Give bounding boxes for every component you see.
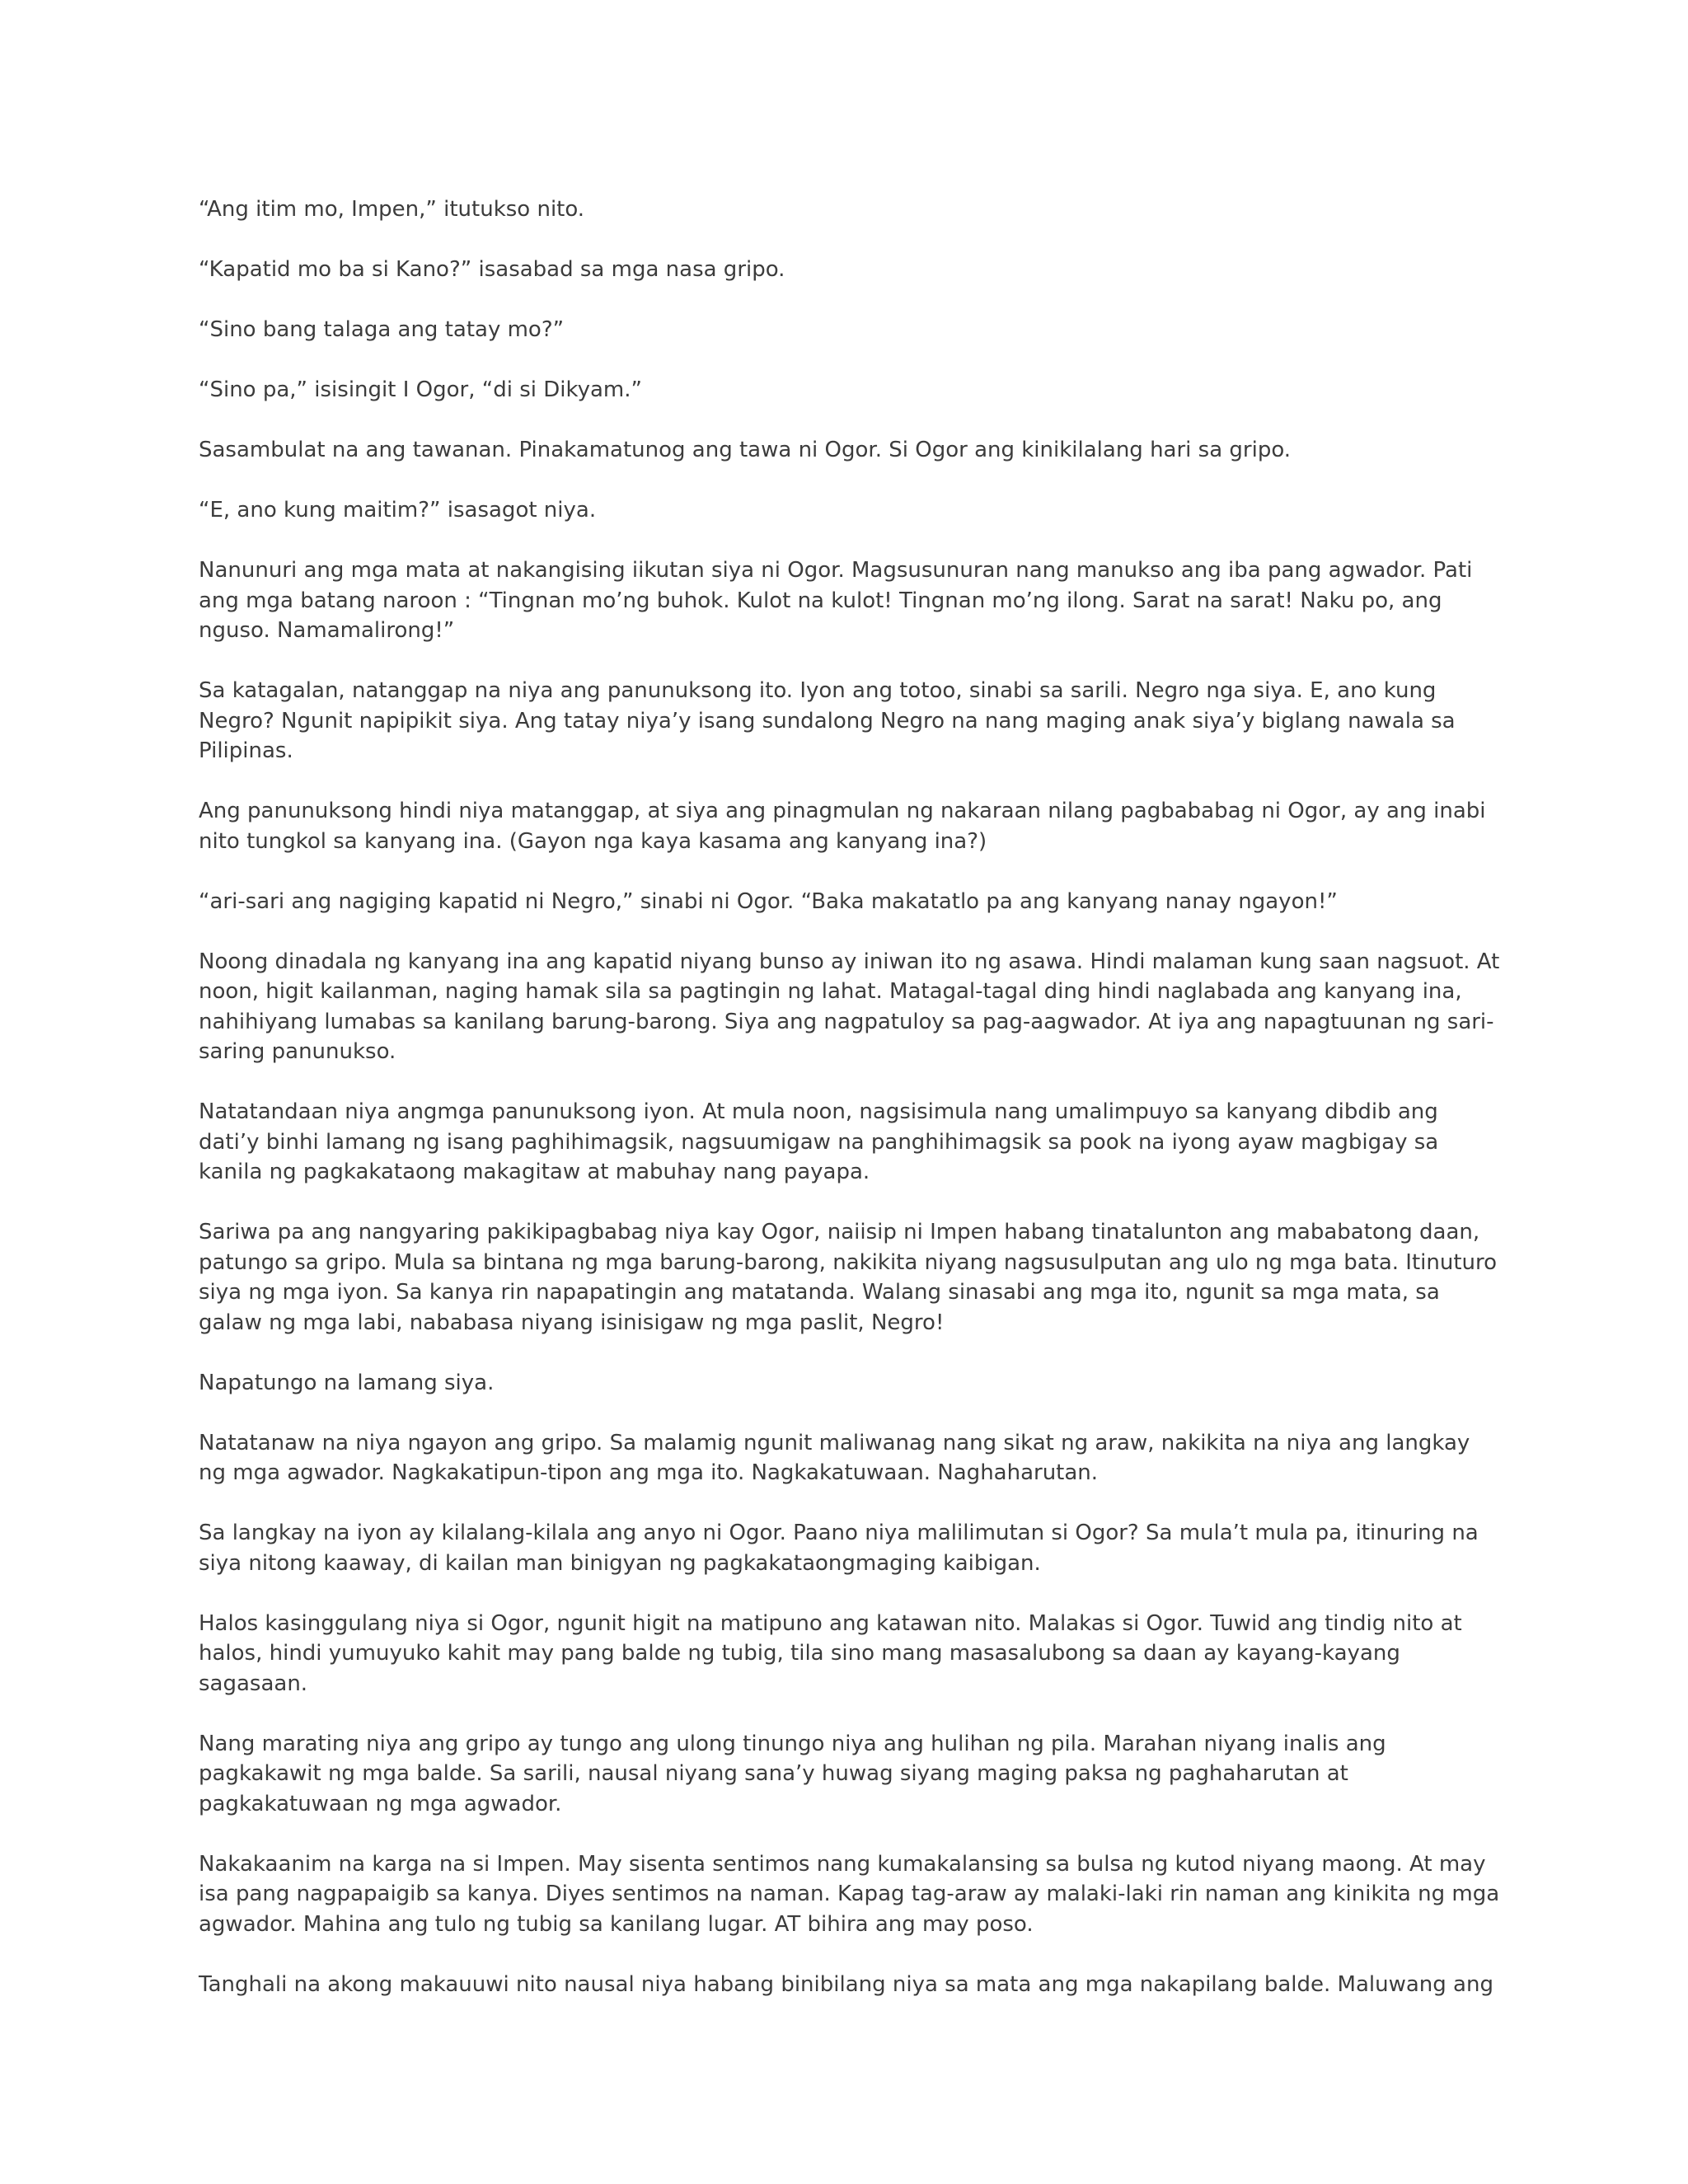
paragraph-9: Ang panunuksong hindi niya matanggap, at siya ang pinagmulan ng nakaraan nilang pagbababag ni Ogor, ay ang inabi nito tungkol sa kanyang ina. (Gayon nga kaya kasama ang kanyang ina?) (199, 799, 1486, 854)
paragraph-5: Sasambulat na ang tawanan. Pinakamatunog ang tawa ni Ogor. Si Ogor ang kinikilalang hari sa gripo. (199, 438, 1292, 462)
paragraph-10: “ari-sari ang nagiging kapatid ni Negro,” sinabi ni Ogor. “Baka makatatlo pa ang kanyang nanay ngayon!” (199, 888, 1338, 914)
paragraph-19: Nakakaanim na karga na si Impen. May sisenta sentimos nang kumakalansing sa bulsa ng kutod niyang maong. At may isa pang nagpapaigib sa kanya. Diyes sentimos na naman. Kapag tag-araw ay malaki-laki rin naman ang kinikita ng mga agwador. Mahina ang tulo ng tubig sa kanilang lugar. AT bihira ang may poso. (199, 1851, 1500, 1937)
paragraph-16: Sa langkay na iyon ay kilalang-kilala ang anyo ni Ogor. Paano niya malilimutan si Ogor? Sa mula’t mula pa, itinuring na siya nitong kaaway, di kailan man binigyan ng pagkakataongmaging kaibigan. (199, 1521, 1479, 1576)
paragraph-2: “Kapatid mo ba si Kano?” isasabad sa mga nasa gripo. (199, 257, 785, 282)
paragraph-20: Tanghali na akong makauuwi nito nausal niya habang binibilang niya sa mata ang mga nakapilang balde. Maluwang ang (199, 1971, 1493, 1997)
document-body (199, 194, 1501, 1999)
paragraph-4: “Sino pa,” isisingit I Ogor, “di si Dikyam.” (199, 377, 642, 402)
paragraph-8: Sa katagalan, natanggap na niya ang panunuksong ito. Iyon ang totoo, sinabi sa sarili. Negro nga siya. E, ano kung Negro? Ngunit napipikit siya. Ang tatay niya’y isang sundalong Negro na nang maging anak siya’y biglang nawala sa Pilipinas. (199, 678, 1456, 763)
paragraph-7: Nanunuri ang mga mata at nakangising iikutan siya ni Ogor. Magsusunuran nang manukso ang iba pang agwador. Pati ang mga batang naroon : “Tingnan mo’ng buhok. Kulot na kulot! Tingnan mo’ng ilong. Sarat na sarat! Naku po, ang nguso. Namamalirong!” (199, 558, 1473, 643)
paragraph-1: “Ang itim mo, Impen,” itutukso nito. (199, 197, 585, 222)
paragraph-15: Natatanaw na niya ngayon ang gripo. Sa malamig ngunit maliwanag nang sikat ng araw, nakikita na niya ang langkay ng mga agwador. Nagkakatipun-tipon ang mga ito. Nagkakatuwaan. Naghaharutan. (199, 1430, 1470, 1485)
paragraph-17: Halos kasinggulang niya si Ogor, ngunit higit na matipuno ang katawan nito. Malakas si Ogor. Tuwid ang tindig nito at halos, hindi yumuyuko kahit may pang balde ng tubig, tila sino mang masasalubong sa daan ay kayang-kayang sagasaan. (199, 1610, 1462, 1696)
paragraph-6: “E, ano kung maitim?” isasagot niya. (199, 498, 597, 523)
paragraph-11: Noong dinadala ng kanyang ina ang kapatid niyang bunso ay iniwan ito ng asawa. Hindi malaman kung saan nagsuot. At noon, higit kailanman, naging hamak sila sa pagtingin ng lahat. Matagal-tagal ding hindi naglabada ang kanyang ina, nahihiyang lumabas sa kanilang barung-barong. Siya ang nagpatuloy sa pag-aagwador. At iya ang napagtuunan ng sari-saring panunukso. (199, 949, 1500, 1064)
paragraph-13: Sariwa pa ang nangyaring pakikipagbabag niya kay Ogor, naiisip ni Impen habang tinatalunton ang mababatong daan, patungo sa gripo. Mula sa bintana ng mga barung-barong, nakikita niyang nagsusulputan ang ulo ng mga bata. Itinuturo siya ng mga iyon. Sa kanya rin napapatingin ang matatanda. Walang sinasabi ang mga ito, ngunit sa mga mata, sa galaw ng mga labi, nababasa niyang isinisigaw ng mga paslit, Negro! (199, 1220, 1498, 1335)
paragraph-3: “Sino bang talaga ang tatay mo?” (199, 317, 565, 342)
paragraph-18: Nang marating niya ang gripo ay tungo ang ulong tinungo niya ang hulihan ng pila. Marahan niyang inalis ang pagkakawit ng mga balde. Sa sarili, nausal niyang sana’y huwag siyang maging paksa ng paghaharutan at pagkakatuwaan ng mga agwador. (199, 1731, 1386, 1816)
paragraph-12: Natatandaan niya angmga panunuksong iyon. At mula noon, nagsisimula nang umalimpuyo sa kanyang dibdib ang dati’y binhi lamang ng isang paghihimagsik, nagsuumigaw na panghihimagsik sa pook na iyong ayaw magbigay sa kanila ng pagkakataong makagitaw at mabuhay nang payapa. (199, 1099, 1439, 1184)
paragraph-14: Napatungo na lamang siya. (199, 1370, 495, 1395)
